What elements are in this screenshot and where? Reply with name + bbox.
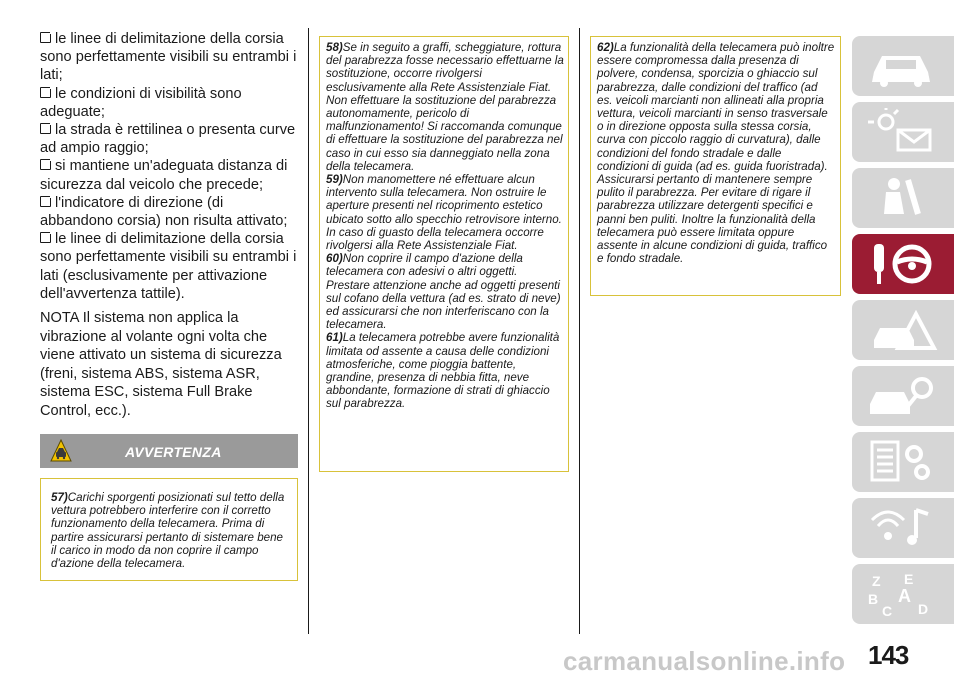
note-text: Non manomettere né effettuare alcun intervento sulla telecamera. Non ostruire le aperture presenti nel ricoprimento estetico ubicato sotto allo specchio retrovisore interno. In caso di guasto della telecamera occorre rivolgersi alla Rete Assistenziale Fiat. xyxy=(326,173,562,253)
warning-title: AVVERTENZA xyxy=(125,444,222,460)
bullet-item xyxy=(40,157,298,193)
specs-gear-icon xyxy=(864,438,944,486)
warning-car-icon xyxy=(50,439,72,463)
note-text: La telecamera potrebbe avere funzionalità limitata od assente a causa delle condizioni atmosferiche, come pioggia battente, grandine, presenza di nebbia fitta, neve abbondante, formazione di strati di ghiaccio sul parabrezza. xyxy=(326,331,560,411)
index-icon xyxy=(864,570,944,618)
tab-safety[interactable] xyxy=(852,168,954,228)
car-icon xyxy=(864,42,944,90)
notes-box-column-3 xyxy=(590,36,841,296)
note-number: 57) xyxy=(51,491,68,504)
note-59 xyxy=(326,173,564,252)
watermark: carmanualsonline.info xyxy=(563,646,846,676)
key-steering-wheel-icon xyxy=(864,240,944,288)
index-letter: C xyxy=(882,603,893,618)
bullet-text: le linee di delimitazione della corsia sono perfettamente visibili su entrambi i lati; xyxy=(40,31,297,84)
column-1 xyxy=(40,30,298,435)
note-62 xyxy=(597,41,836,265)
warning-note-box xyxy=(40,478,298,581)
note-text: La funzionalità della telecamera può inoltre essere compromessa dalla presenza di polvere, condensa, sporcizia o ghiaccio sul parabrezza, dalle condizioni del traffico (ad es. veicoli marcianti non allineati alla propria vettura, veicoli marcianti in senso trasversale o in direzione opposta sulla stessa corsia, curva con piccolo raggio di curvatura), dalle condizioni del fondo stradale e dalle condizioni di guida (ad es. guida fuoristrada). Assicurarsi pertanto di mantenere sempre pulito il parabrezza. Per evitare di rigare il parabrezza utilizzare detergenti specifici e panni ben puliti. Inoltre la funzionalità della telecamera può essere limitata oppure assente in alcune condizioni di guida, traffico e fondo stradale. xyxy=(597,41,835,266)
checkbox-bullet-icon xyxy=(40,123,51,134)
bullet-text: le linee di delimitazione della corsia sono perfettamente visibili su entrambi i lati (esclusivamente per attivazione dell'avvertenza tattile). xyxy=(40,231,297,302)
column-divider xyxy=(308,28,309,634)
warning-header xyxy=(40,434,298,468)
notes-box-column-2 xyxy=(319,36,569,472)
bullet-item xyxy=(40,194,298,230)
checkbox-bullet-icon xyxy=(40,196,51,207)
checkbox-bullet-icon xyxy=(40,87,51,98)
airbag-seat-icon xyxy=(864,174,944,222)
tab-service[interactable] xyxy=(852,366,954,426)
note-number: 59) xyxy=(326,173,343,187)
index-letter: A xyxy=(898,586,911,606)
note-58 xyxy=(326,41,564,173)
nota-paragraph: NOTA Il sistema non applica la vibrazione al volante ogni volta che viene attivato un sistema di sicurezza (freni, sistema ABS, sistema ASR, sistema ESC, sistema Full Brake Control, ecc.). xyxy=(40,310,282,420)
bullet-text: la strada è rettilinea o presenta curve ad ampio raggio; xyxy=(40,122,296,157)
note-61 xyxy=(326,331,564,410)
note-number: 58) xyxy=(326,41,343,54)
note-60 xyxy=(326,252,564,331)
column-divider xyxy=(579,28,580,634)
note-number: 62) xyxy=(597,41,614,54)
note-57 xyxy=(51,491,289,570)
tab-dashboard[interactable] xyxy=(852,102,954,162)
checkbox-bullet-icon xyxy=(40,159,51,170)
bullet-text: le condizioni di visibilità sono adeguate; xyxy=(40,85,242,120)
tab-car[interactable] xyxy=(852,36,954,96)
tab-multimedia[interactable] xyxy=(852,498,954,558)
checkbox-bullet-icon xyxy=(40,32,51,43)
index-letter: D xyxy=(918,601,929,617)
note-text: Se in seguito a graffi, scheggiature, rottura del parabrezza fosse necessario effettuarne la sostituzione, occorre rivolgersi esclusivamente alla Rete Assistenziale Fiat. Non effettuare la sostituzione del parabrezza autonomamente, pericolo di malfunzionamento! Si raccomanda comunque di effettuare la sostituzione del parabrezza nel caso in cui esso sia danneggiato nella zona della telecamera. xyxy=(326,41,564,173)
tab-specs[interactable] xyxy=(852,432,954,492)
checkbox-bullet-icon xyxy=(40,232,51,243)
bullet-text: si mantiene un'adeguata distanza di sicurezza dal veicolo che precede; xyxy=(40,158,288,193)
breakdown-triangle-icon xyxy=(864,306,944,354)
bullet-item xyxy=(40,121,298,157)
index-letter: Z xyxy=(872,573,881,589)
index-letter: E xyxy=(904,571,914,587)
note-text: Non coprire il campo d'azione della telecamera con adesivi o altri oggetti. Prestare attenzione anche ad oggetti presenti sul cofano della vettura (ad es. strato di neve) ed assicurarsi che non interferiscano con la telecamera. xyxy=(326,252,561,332)
dashboard-lights-icon xyxy=(864,108,944,156)
note-number: 60) xyxy=(326,252,343,266)
tab-starting-driving[interactable] xyxy=(852,234,954,294)
note-number: 61) xyxy=(326,331,343,345)
bullet-item xyxy=(40,230,298,303)
tab-index[interactable] xyxy=(852,564,954,624)
bullet-item xyxy=(40,30,298,85)
bullet-text: l'indicatore di direzione (di abbandono corsia) non risulta attivato; xyxy=(40,194,288,230)
tab-emergency[interactable] xyxy=(852,300,954,360)
page-number: 143 xyxy=(868,640,909,670)
index-letter: B xyxy=(868,591,879,607)
media-icon xyxy=(864,504,944,552)
service-car-icon xyxy=(864,372,944,420)
bullet-item xyxy=(40,85,298,121)
note-text: Carichi sporgenti posizionati sul tetto della vettura potrebbero interferire con il corretto funzionamento della telecamera. Prima di partire assicurarsi pertanto di sistemare bene il carico in modo da non coprire il campo d'azione della telecamera. xyxy=(51,491,285,571)
